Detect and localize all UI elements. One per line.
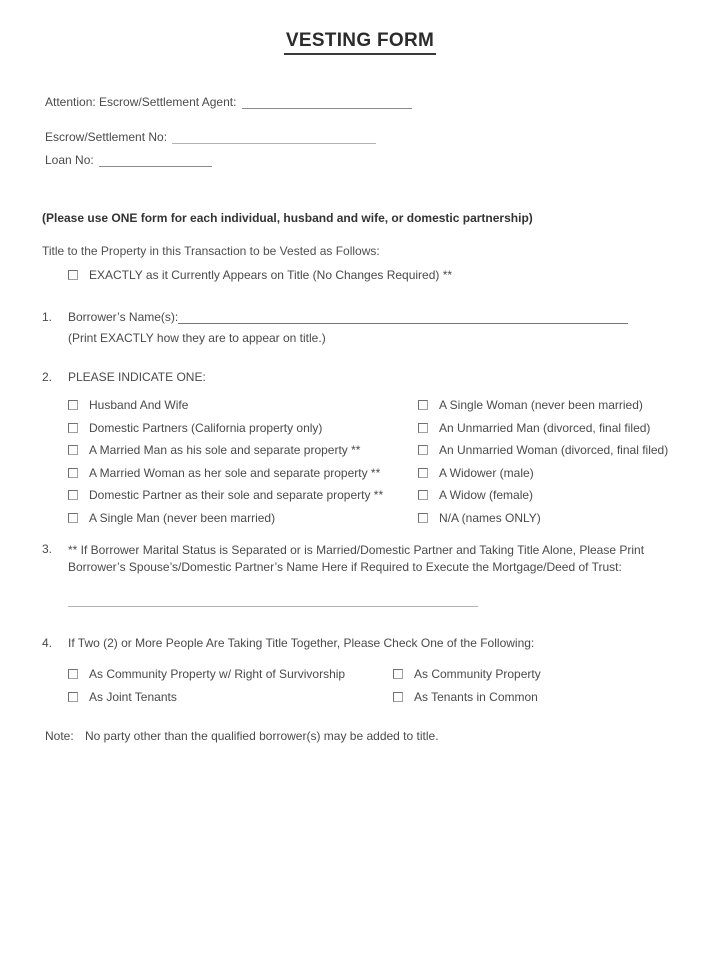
- option-husband-and-wife[interactable]: [68, 394, 418, 417]
- checkbox-icon[interactable]: [68, 270, 78, 280]
- option-single-man[interactable]: [68, 507, 418, 530]
- checkbox-icon[interactable]: [68, 445, 78, 455]
- checkbox-icon[interactable]: [68, 513, 78, 523]
- loan-no-label: Loan No:: [45, 153, 94, 167]
- checkbox-icon[interactable]: [68, 692, 78, 702]
- page-title: VESTING FORM: [284, 30, 436, 55]
- checkbox-icon[interactable]: [418, 468, 428, 478]
- escrow-input-line[interactable]: [172, 131, 376, 144]
- option-community-property-survivorship[interactable]: [68, 663, 393, 686]
- option-married-woman-sole[interactable]: [68, 462, 418, 485]
- option-exactly-as-on-title[interactable]: [68, 268, 678, 282]
- option-tenants-in-common[interactable]: [393, 686, 678, 709]
- option-label: EXACTLY as it Currently Appears on Title (No Changes Required) **: [89, 268, 453, 282]
- option-label: As Tenants in Common: [414, 689, 538, 704]
- checkbox-icon[interactable]: [393, 669, 403, 679]
- checkbox-icon[interactable]: [418, 423, 428, 433]
- marital-status-options: [68, 394, 678, 529]
- attention-input-line[interactable]: [242, 96, 412, 109]
- checkbox-icon[interactable]: [393, 692, 403, 702]
- checkbox-icon[interactable]: [418, 400, 428, 410]
- option-label: An Unmarried Man (divorced, final filed): [439, 420, 651, 435]
- one-form-note: (Please use ONE form for each individual, husband and wife, or domestic partnership): [42, 211, 533, 225]
- borrower-names-input-line[interactable]: [178, 311, 628, 324]
- section4-heading-row: [42, 636, 678, 650]
- option-label: Domestic Partner as their sole and separate property **: [89, 488, 384, 503]
- spouse-name-section: [42, 542, 678, 576]
- loan-input-line[interactable]: [99, 154, 212, 167]
- checkbox-icon[interactable]: [418, 490, 428, 500]
- title-together-options: [68, 663, 678, 708]
- section2-heading-row: [42, 370, 678, 384]
- borrower-names-label: Borrower’s Name(s):: [68, 310, 179, 324]
- note-label: Note:: [45, 729, 74, 743]
- option-unmarried-man[interactable]: [418, 417, 678, 440]
- option-label: Husband And Wife: [89, 398, 189, 413]
- section1-number: 1.: [42, 310, 53, 324]
- escrow-row: [45, 130, 678, 144]
- loan-row: [45, 153, 678, 167]
- vesting-intro: Title to the Property in this Transaction to be Vested as Follows:: [42, 244, 380, 258]
- option-label: As Community Property: [414, 667, 541, 682]
- option-label: A Married Woman as her sole and separate property **: [89, 465, 381, 480]
- option-label: A Single Man (never been married): [89, 510, 276, 525]
- option-label: Domestic Partners (California property only): [89, 420, 323, 435]
- option-community-property[interactable]: [393, 663, 678, 686]
- section3-number: 3.: [42, 542, 53, 556]
- checkbox-icon[interactable]: [68, 669, 78, 679]
- spouse-name-input-line[interactable]: [68, 594, 478, 607]
- checkbox-icon[interactable]: [68, 423, 78, 433]
- section2-number: 2.: [42, 370, 53, 384]
- print-exactly-hint: (Print EXACTLY how they are to appear on title.): [68, 331, 326, 345]
- borrower-name-section: [42, 310, 678, 324]
- spouse-name-instructions: ** If Borrower Marital Status is Separated or is Married/Domestic Partner and Taking Title Alone, Please Print Borrower’s Spouse’s/Domestic Partner’s Name Here if Required to Execute the Mortgage/Deed of Trust:: [68, 543, 645, 574]
- footer-note: [45, 729, 678, 743]
- checkbox-icon[interactable]: [418, 513, 428, 523]
- option-label: A Married Man as his sole and separate property **: [89, 443, 361, 458]
- option-na-names-only[interactable]: [418, 507, 678, 530]
- option-widower[interactable]: [418, 462, 678, 485]
- checkbox-icon[interactable]: [68, 400, 78, 410]
- option-domestic-partner-sole[interactable]: [68, 484, 418, 507]
- option-single-woman[interactable]: [418, 394, 678, 417]
- attention-row: [45, 95, 678, 109]
- option-unmarried-woman[interactable]: [418, 439, 678, 462]
- escrow-no-label: Escrow/Settlement No:: [45, 130, 168, 144]
- option-label: N/A (names ONLY): [439, 510, 541, 525]
- option-label: A Widow (female): [439, 488, 534, 503]
- attention-label: Attention: Escrow/Settlement Agent:: [45, 95, 237, 109]
- option-domestic-partners[interactable]: [68, 417, 418, 440]
- section4-number: 4.: [42, 636, 53, 650]
- option-label: An Unmarried Woman (divorced, final filed): [439, 443, 669, 458]
- checkbox-icon[interactable]: [68, 468, 78, 478]
- checkbox-icon[interactable]: [68, 490, 78, 500]
- note-text: No party other than the qualified borrower(s) may be added to title.: [85, 729, 439, 743]
- option-label: As Joint Tenants: [89, 689, 177, 704]
- option-widow[interactable]: [418, 484, 678, 507]
- option-joint-tenants[interactable]: [68, 686, 393, 709]
- option-label: A Single Woman (never been married): [439, 398, 643, 413]
- section2-heading: PLEASE INDICATE ONE:: [68, 370, 206, 384]
- option-label: As Community Property w/ Right of Survivorship: [89, 667, 346, 682]
- option-label: A Widower (male): [439, 465, 534, 480]
- option-married-man-sole[interactable]: [68, 439, 418, 462]
- section4-heading: If Two (2) or More People Are Taking Title Together, Please Check One of the Following:: [68, 636, 535, 650]
- checkbox-icon[interactable]: [418, 445, 428, 455]
